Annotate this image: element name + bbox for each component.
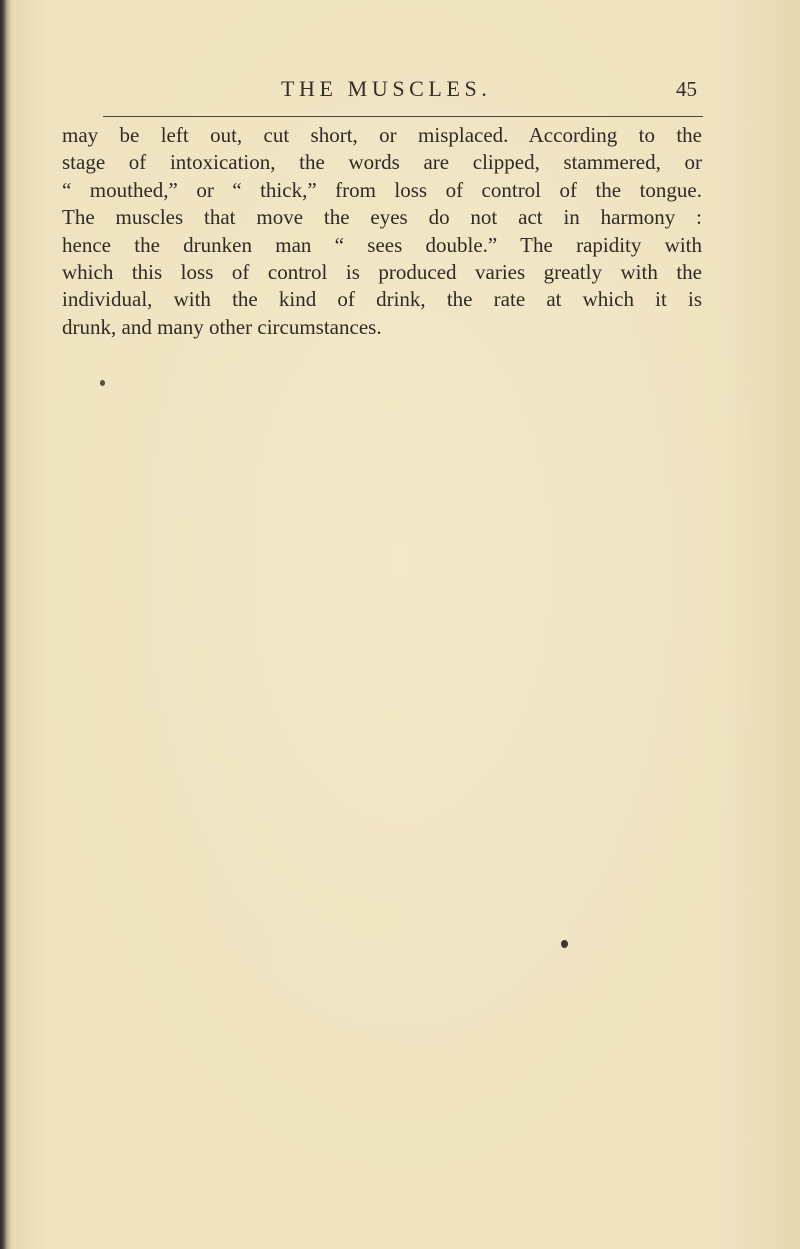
running-title: THE MUSCLES. [281, 76, 492, 101]
body-text [62, 122, 702, 341]
page-number: 45 [676, 77, 697, 101]
text-line: drunk, and many other circumstances. [62, 314, 382, 339]
ink-speck [100, 380, 105, 386]
text-line: stage of intoxication, the words are clipped, stammered, or [62, 150, 702, 175]
text-line: individual, with the kind of drink, the rate at which it is [62, 287, 702, 312]
text-line: which this loss of control is produced varies greatly with the [62, 260, 702, 285]
running-header [0, 76, 800, 106]
ink-speck [561, 940, 568, 948]
text-line: hence the drunken man “ sees double.” The rapidity with [62, 232, 702, 257]
text-line: may be left out, cut short, or misplaced. According to the [62, 123, 702, 147]
header-rule [103, 116, 703, 117]
text-line: “ mouthed,” or “ thick,” from loss of control of the tongue. [62, 177, 702, 202]
text-line: The muscles that move the eyes do not act in harmony : [62, 205, 702, 230]
page-spine-edge [0, 0, 12, 1249]
